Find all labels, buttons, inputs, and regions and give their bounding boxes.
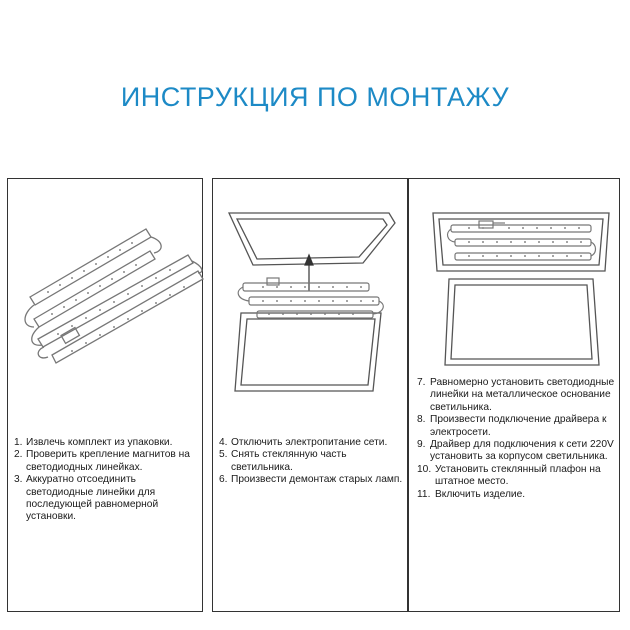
step-item: 7. Равномерно установить светодиодные линейки на металлическое основание светильника. [417,377,615,413]
step-item: 2. Проверить крепление магнитов на светодиодных линейках. [14,449,190,473]
step-panel-3 [408,178,620,612]
page-title: ИНСТРУКЦИЯ ПО МОНТАЖУ [120,82,510,112]
step-item: 4. Отключить электропитание сети. [219,437,388,448]
install-led-strips-illustration [409,179,621,379]
step-item: 1. Извлечь комплект из упаковки. [14,437,173,448]
step-item: 10. Установить стеклянный плафон на штатное место. [417,463,601,488]
remove-old-lamps-illustration [213,179,409,419]
step-panel-2 [212,178,408,612]
step-item: 3. Аккуратно отсоединить светодиодные линейки для последующей равномерной установки. [14,474,159,523]
step-item: 8. Произвести подключение драйвера к электросети. [417,414,607,438]
step-item: 6. Произвести демонтаж старых ламп. [219,474,403,486]
step-panel-1 [7,178,203,612]
step-item: 5. Снять стеклянную часть светильника. [219,449,347,473]
step-list [417,377,617,501]
step-item: 11. Включить изделие. [417,488,526,500]
step-list [219,437,405,487]
step-item: 9. Драйвер для подключения к сети 220V установить за корпусом светильника. [417,439,614,463]
led-strips-kit-illustration [8,179,204,379]
step-list [14,437,200,524]
